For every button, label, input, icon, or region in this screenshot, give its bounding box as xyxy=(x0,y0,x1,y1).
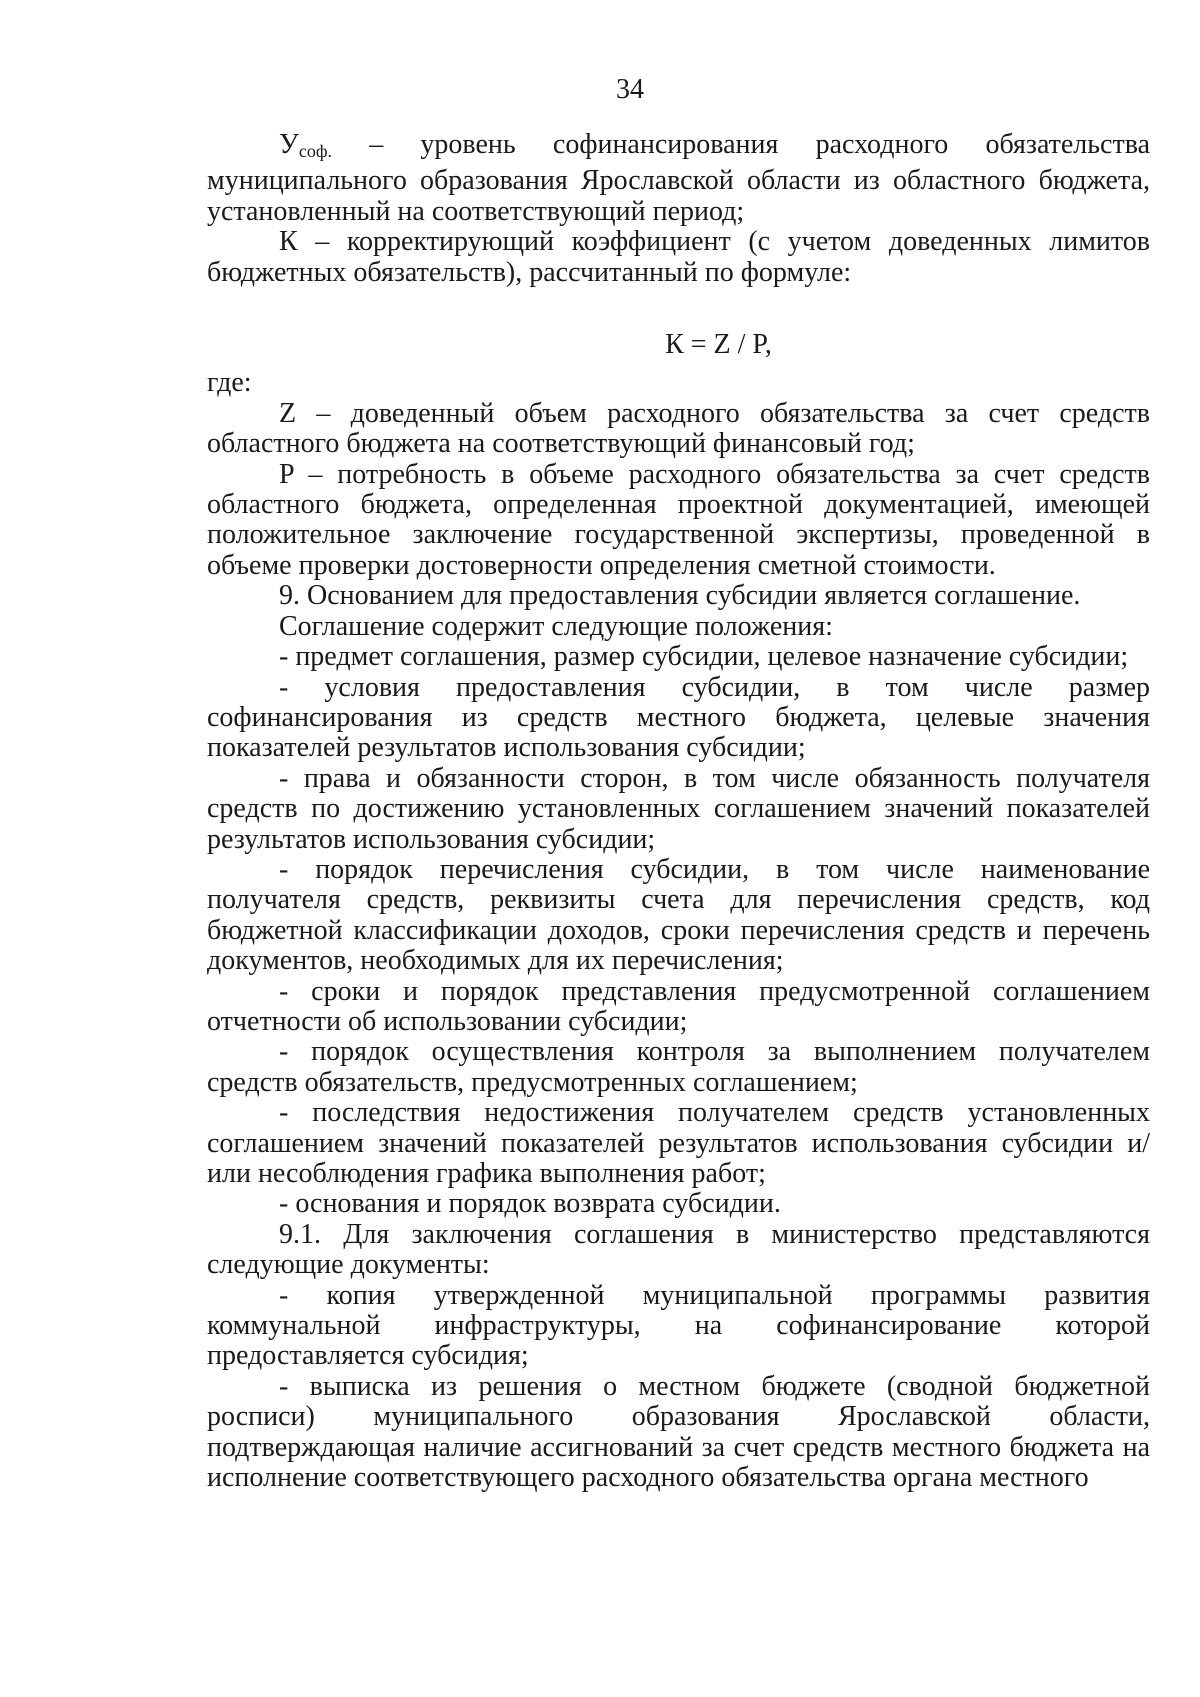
usof-subscript: соф. xyxy=(298,141,332,161)
paragraph-p-definition: P – потребность в объеме расходного обязательства за счет средств областного бюджета, определенная проектной документацией, имеющей положительное заключение государственной экспертизы, проведенной в объеме проверки достоверности определения сметной стоимости. xyxy=(207,458,1150,581)
list-item-refund: - основания и порядок возврата субсидии. xyxy=(279,1188,781,1220)
paragraph-where: где: xyxy=(207,367,252,399)
formula-k: К = Z / P, xyxy=(665,329,772,361)
document-body xyxy=(207,130,1150,1493)
paragraph-clause-9-1: 9.1. Для заключения соглашения в министерство представляются следующие документы: xyxy=(207,1218,1150,1281)
list-item-control: - порядок осуществления контроля за выполнением получателем средств обязательств, предусмотренных соглашением; xyxy=(207,1036,1150,1098)
list-item-program-copy: - копия утвержденной муниципальной программы развития коммунальной инфраструктуры, на софинансирование которой предоставляется субсидия; xyxy=(207,1279,1150,1372)
paragraph-clause-9: 9. Основанием для предоставления субсидии является соглашение. xyxy=(279,580,1081,612)
list-item-reporting: - сроки и порядок представления предусмотренной соглашением отчетности об использовании субсидии; xyxy=(207,975,1150,1037)
list-item-subject: - предмет соглашения, размер субсидии, целевое назначение субсидии; xyxy=(279,641,1129,673)
usof-definition: – уровень софинансирования расходного обязательства муниципального образования Ярославской области из областного бюджета, установленный на соответствующий период; xyxy=(207,129,1150,227)
paragraph-k-definition: К – корректирующий коэффициент (с учетом доведенных лимитов бюджетных обязательств), рассчитанный по формуле: xyxy=(207,226,1150,288)
paragraph-z-definition: Z – доведенный объем расходного обязательства за счет средств областного бюджета на соответствующий финансовый год; xyxy=(207,397,1150,460)
list-item-rights: - права и обязанности сторон, в том числе обязанность получателя средств по достижению установленных соглашением значений показателей результатов использования субсидии; xyxy=(207,762,1150,855)
page-number: 34 xyxy=(616,74,644,105)
list-item-transfer-order: - порядок перечисления субсидии, в том числе наименование получателя средств, реквизиты счета для перечисления средств, код бюджетной классификации доходов, сроки перечисления средств и перечень документов, необходимых для их перечисления; xyxy=(207,853,1150,977)
list-item-consequences: - последствия недостижения получателем средств установленных соглашением значений показателей результатов использования субсидии и/или несоблюдения графика выполнения работ; xyxy=(207,1097,1150,1189)
list-item-conditions: - условия предоставления субсидии, в том числе размер софинансирования из средств местного бюджета, целевые значения показателей результатов использования субсидии; xyxy=(207,671,1150,764)
paragraph-usof xyxy=(207,130,1150,227)
usof-symbol: У xyxy=(279,129,299,160)
list-item-budget-extract: - выписка из решения о местном бюджете (сводной бюджетной росписи) муниципального образования Ярославской области, подтверждающая наличие ассигнований за счет средств местного бюджета на исполнение соответствующего расходного обязательства органа местного xyxy=(207,1370,1150,1494)
paragraph-agreement-contains: Соглашение содержит следующие положения: xyxy=(279,610,833,642)
